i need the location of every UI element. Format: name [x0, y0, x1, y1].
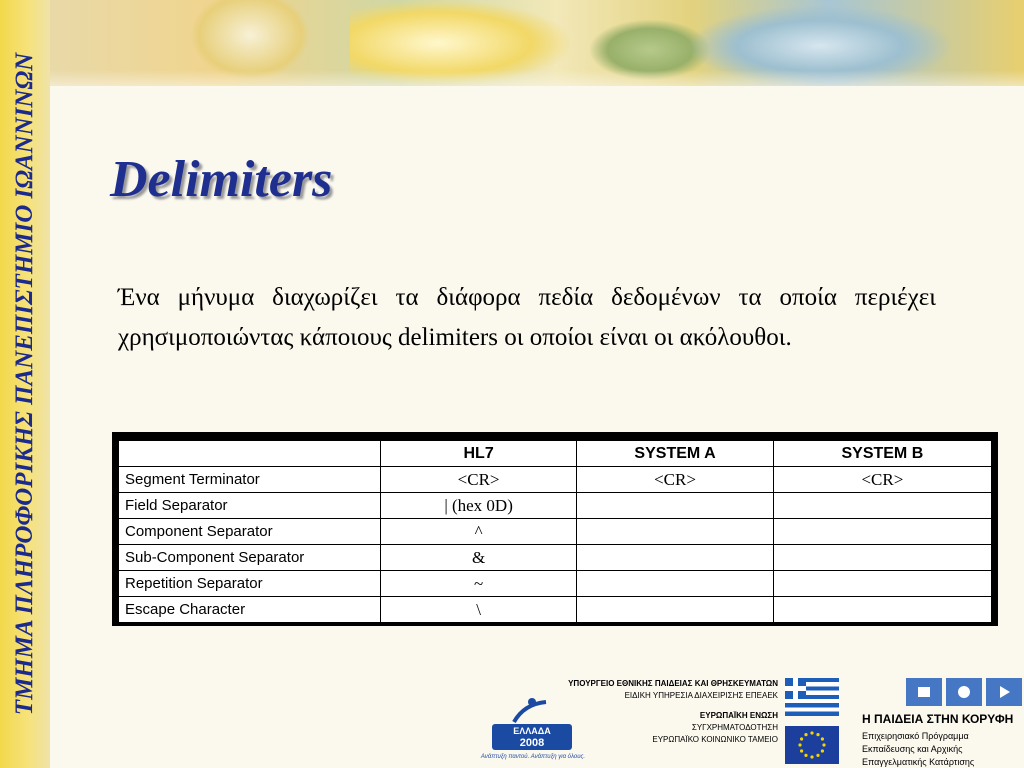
ellada-badge — [492, 724, 572, 750]
slide-paragraph: Ένα μήνυμα διαχωρίζει τα διάφορα πεδία δεδομένων τα οποία περιέχει χρησιμοποιώντας κάποιους delimiters οι οποίοι είναι οι ακόλουθοι. — [118, 284, 936, 351]
paideia-line: Επιχειρησιακό Πρόγραμμα — [862, 731, 969, 741]
system-a-cell — [577, 519, 773, 545]
square-icon — [906, 678, 942, 706]
ministry-line: ΣΥΓΧΡΗΜΑΤΟΔΟΤΗΣΗ — [691, 723, 778, 732]
ministry-line: ΕΥΡΩΠΑΪΚΟ ΚΟΙΝΩΝΙΚΟ ΤΑΜΕΙΟ — [652, 735, 778, 744]
table-header-cell: SYSTEM B — [773, 441, 991, 467]
system-a-cell — [577, 571, 773, 597]
table-row — [119, 467, 992, 493]
row-label: Segment Terminator — [119, 467, 381, 493]
ellada-year: 2008 — [519, 737, 545, 749]
system-b-cell — [773, 493, 991, 519]
greek-flag-icon — [785, 678, 839, 716]
hl7-cell: & — [380, 545, 576, 571]
table-header-row — [119, 441, 992, 467]
hl7-cell: | (hex 0D) — [380, 493, 576, 519]
table-row — [119, 493, 992, 519]
table-row — [119, 571, 992, 597]
table-header-cell: SYSTEM A — [577, 441, 773, 467]
paideia-subtitle — [862, 730, 1024, 768]
paideia-line: Επαγγελματικής Κατάρτισης — [862, 757, 975, 767]
system-a-cell — [577, 597, 773, 623]
row-label: Component Separator — [119, 519, 381, 545]
ellada-motto: Ανάπτυξη παντού. Ανάπτυξη για όλους. — [480, 754, 586, 760]
table-header-cell — [119, 441, 381, 467]
hl7-cell: ~ — [380, 571, 576, 597]
banner-fade — [50, 70, 1024, 100]
hl7-cell: ^ — [380, 519, 576, 545]
system-a-cell — [577, 493, 773, 519]
ministry-credits — [568, 678, 778, 746]
greek-flag-canton — [785, 678, 806, 699]
paideia-line: Εκπαίδευσης και Αρχικής — [862, 744, 963, 754]
leaf-decoration — [190, 0, 310, 80]
hl7-cell: <CR> — [380, 467, 576, 493]
row-label: Sub-Component Separator — [119, 545, 381, 571]
system-b-cell — [773, 519, 991, 545]
eu-flag-icon — [785, 726, 839, 764]
ellada-label: ΕΛΛΑΔΑ — [513, 726, 551, 736]
eu-stars-icon — [785, 726, 839, 764]
delimiters-table-frame — [112, 432, 998, 626]
side-banner — [0, 0, 50, 768]
table-row — [119, 519, 992, 545]
hl7-cell: \ — [380, 597, 576, 623]
slide-title: Delimiters — [110, 151, 333, 208]
paideia-logo — [862, 676, 1024, 768]
department-label: ΤΜΗΜΑ ΠΛΗΡΟΦΟΡΙΚΗΣ ΠΑΝΕΠΙΣΤΗΜΙΟ ΙΩΑΝΝΙΝΩΝ — [11, 52, 38, 716]
circle-icon — [946, 678, 982, 706]
ministry-line: ΥΠΟΥΡΓΕΙΟ ΕΘΝΙΚΗΣ ΠΑΙΔΕΙΑΣ ΚΑΙ ΘΡΗΣΚΕΥΜΑΤΩΝ — [568, 679, 778, 688]
system-b-cell — [773, 571, 991, 597]
system-b-cell — [773, 545, 991, 571]
system-a-cell — [577, 545, 773, 571]
row-label: Repetition Separator — [119, 571, 381, 597]
table-row — [119, 597, 992, 623]
ministry-line: ΕΥΡΩΠΑΪΚΗ ΕΝΩΣΗ — [699, 711, 778, 720]
ministry-line: ΕΙΔΙΚΗ ΥΠΗΡΕΣΙΑ ΔΙΑΧΕΙΡΙΣΗΣ ΕΠΕΑΕΚ — [624, 691, 778, 700]
system-a-cell: <CR> — [577, 467, 773, 493]
runner-figure-icon — [510, 696, 550, 726]
row-label: Escape Character — [119, 597, 381, 623]
delimiters-table — [118, 440, 992, 623]
row-label: Field Separator — [119, 493, 381, 519]
table-row — [119, 545, 992, 571]
triangle-icon — [986, 678, 1022, 706]
system-b-cell — [773, 597, 991, 623]
table-header-cell: HL7 — [380, 441, 576, 467]
system-b-cell: <CR> — [773, 467, 991, 493]
paideia-title: Η ΠΑΙΔΕΙΑ ΣΤΗΝ ΚΟΡΥΦΗ — [862, 712, 1014, 726]
